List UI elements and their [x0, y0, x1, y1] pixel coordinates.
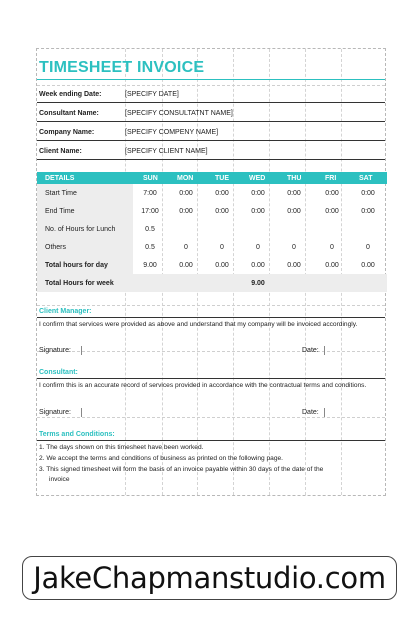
- timesheet-invoice-sheet: [36, 48, 386, 496]
- cell: 9.00: [143, 262, 157, 269]
- consultant-title: Consultant:: [39, 369, 78, 376]
- cell[interactable]: 0:00: [361, 208, 375, 215]
- table-header: [37, 172, 387, 184]
- cell: 0.00: [179, 262, 193, 269]
- underline: [37, 140, 385, 141]
- cell: 0.00: [287, 262, 301, 269]
- cell[interactable]: 0: [184, 244, 188, 251]
- row-label: No. of Hours for Lunch: [45, 226, 116, 233]
- info-value[interactable]: [SPECIFY CONSULTATNT NAME]: [125, 110, 233, 117]
- client-signature-field[interactable]: [81, 346, 82, 355]
- cell[interactable]: 0.5: [145, 226, 155, 233]
- cell: 0.00: [361, 262, 375, 269]
- table-row: [37, 202, 387, 220]
- cell[interactable]: 0:00: [325, 208, 339, 215]
- cell[interactable]: 0:00: [215, 208, 229, 215]
- cell[interactable]: 7:00: [143, 190, 157, 197]
- watermark-banner: [22, 556, 397, 600]
- consultant-date-label: Date:: [302, 409, 319, 416]
- client-date-field[interactable]: [324, 346, 325, 355]
- cell[interactable]: 0:00: [287, 208, 301, 215]
- header-sat: SAT: [359, 175, 373, 182]
- header-sun: SUN: [143, 175, 158, 182]
- consultant-signature-label: Signature:: [39, 409, 71, 416]
- cell: 0.00: [251, 262, 265, 269]
- cell[interactable]: 0:00: [251, 190, 265, 197]
- info-value[interactable]: [SPECIFY DATE]: [125, 91, 179, 98]
- header-mon: MON: [177, 175, 194, 182]
- info-value[interactable]: [SPECIFY CLIENT NAME]: [125, 148, 208, 155]
- row-label: End Time: [45, 208, 75, 215]
- cell[interactable]: 17:00: [141, 208, 159, 215]
- client-manager-title: Client Manager:: [39, 308, 92, 315]
- client-date-label: Date:: [302, 347, 319, 354]
- grid-line: [37, 85, 385, 86]
- grid-line: [37, 305, 385, 306]
- terms-title: Terms and Conditions:: [39, 431, 115, 438]
- cell[interactable]: 0: [220, 244, 224, 251]
- consultant-signature-field[interactable]: [81, 408, 82, 417]
- grid-line: [37, 351, 385, 352]
- underline: [37, 159, 385, 160]
- cell[interactable]: 0:00: [179, 208, 193, 215]
- cell: 0.00: [215, 262, 229, 269]
- grid-line: [37, 417, 385, 418]
- info-row-consultant: [37, 106, 385, 122]
- terms-item: 2. We accept the terms and conditions of business as printed on the following page.: [39, 455, 283, 462]
- consultant-text: I confirm this is an accurate record of services provided in accordance with the contractual terms and conditions.: [39, 382, 367, 389]
- info-label: Client Name:: [39, 148, 82, 155]
- terms-item: 1. The days shown on this timesheet have been worked.: [39, 444, 204, 451]
- row-label: Start Time: [45, 190, 77, 197]
- row-label: Total hours for day: [45, 262, 108, 269]
- terms-item: 3. This signed timesheet will form the basis of an invoice payable within 30 days of the date of the: [39, 466, 324, 473]
- client-manager-text: I confirm that services were provided as above and understand that my company will be invoiced accordingly.: [39, 321, 358, 328]
- watermark-text: JakeChapmanstudio.com: [33, 561, 386, 595]
- header-thu: THU: [287, 175, 302, 182]
- cell[interactable]: 0:00: [325, 190, 339, 197]
- info-label: Week ending Date:: [39, 91, 102, 98]
- underline: [37, 121, 385, 122]
- section-rule: [37, 378, 385, 379]
- info-label: Company Name:: [39, 129, 95, 136]
- total-week-value: 9.00: [251, 280, 265, 287]
- cell[interactable]: 0:00: [215, 190, 229, 197]
- cell[interactable]: 0: [366, 244, 370, 251]
- header-details: DETAILS: [45, 175, 75, 182]
- info-row-client: [37, 144, 385, 160]
- row-label: Others: [45, 244, 67, 251]
- header-fri: FRI: [325, 175, 337, 182]
- info-row-week-ending: [37, 87, 385, 103]
- cell[interactable]: 0:00: [179, 190, 193, 197]
- terms-item: invoice: [49, 476, 70, 483]
- header-tue: TUE: [215, 175, 229, 182]
- cell[interactable]: 0:00: [287, 190, 301, 197]
- cell[interactable]: 0: [256, 244, 260, 251]
- section-rule: [37, 440, 385, 441]
- table-row: [37, 184, 387, 202]
- table-row-total-week: [37, 274, 387, 292]
- info-label: Consultant Name:: [39, 110, 99, 117]
- page-title: TIMESHEET INVOICE: [39, 59, 205, 76]
- info-row-company: [37, 125, 385, 141]
- cell[interactable]: 0:00: [251, 208, 265, 215]
- cell[interactable]: 0:00: [361, 190, 375, 197]
- table-row: [37, 238, 387, 256]
- info-value[interactable]: [SPECIFY COMPENY NAME]: [125, 129, 219, 136]
- cell[interactable]: 0: [292, 244, 296, 251]
- total-week-label: Total Hours for week: [45, 280, 114, 287]
- client-signature-label: Signature:: [39, 347, 71, 354]
- table-row-total-day: [37, 256, 387, 274]
- title-rule: [37, 79, 385, 80]
- cell[interactable]: 0.5: [145, 244, 155, 251]
- table-row: [37, 220, 387, 238]
- cell[interactable]: 0: [330, 244, 334, 251]
- cell: 0.00: [325, 262, 339, 269]
- consultant-date-field[interactable]: [324, 408, 325, 417]
- header-wed: WED: [249, 175, 266, 182]
- underline: [37, 102, 385, 103]
- section-rule: [37, 317, 385, 318]
